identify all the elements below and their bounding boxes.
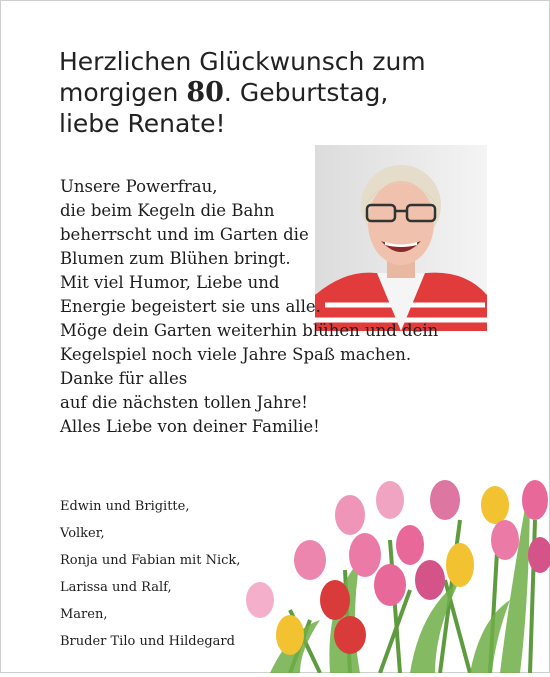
message-line: Blumen zum Blühen bringt.	[60, 249, 291, 268]
greeting-heading	[59, 46, 529, 139]
age-number: 80	[186, 77, 224, 108]
signer-line: Maren,	[60, 607, 108, 622]
message-line: Mit viel Humor, Liebe und	[60, 273, 280, 292]
signers-list	[60, 493, 320, 655]
signer-line: Bruder Tilo und Hildegard	[60, 634, 235, 649]
message-line: auf die nächsten tollen Jahre!	[60, 393, 308, 412]
message-line: beherrscht und im Garten die	[60, 225, 309, 244]
heading-line-3: liebe Renate!	[59, 109, 226, 138]
signer-line: Larissa und Ralf,	[60, 580, 172, 595]
signer-line: Volker,	[60, 526, 105, 541]
signer-line: Edwin und Brigitte,	[60, 499, 190, 514]
heading-line-2	[59, 77, 529, 108]
heading-line-1: Herzlichen Glückwunsch zum	[59, 47, 426, 76]
message-line: Energie begeistert sie uns alle.	[60, 297, 321, 316]
signer-line: Ronja und Fabian mit Nick,	[60, 553, 241, 568]
message-line: Danke für alles	[60, 369, 188, 388]
message-line: Kegelspiel noch viele Jahre Spaß machen.	[60, 345, 412, 364]
heading-line-2-start: morgigen	[59, 78, 187, 107]
message-line: Unsere Powerfrau,	[60, 177, 218, 196]
message-line: die beim Kegeln die Bahn	[60, 201, 275, 220]
message-line: Alles Liebe von deiner Familie!	[60, 417, 320, 436]
message-text	[60, 175, 500, 439]
message-line: Möge dein Garten weiterhin blühen und dein	[60, 321, 439, 340]
heading-line-2-end: . Geburtstag,	[223, 78, 389, 107]
